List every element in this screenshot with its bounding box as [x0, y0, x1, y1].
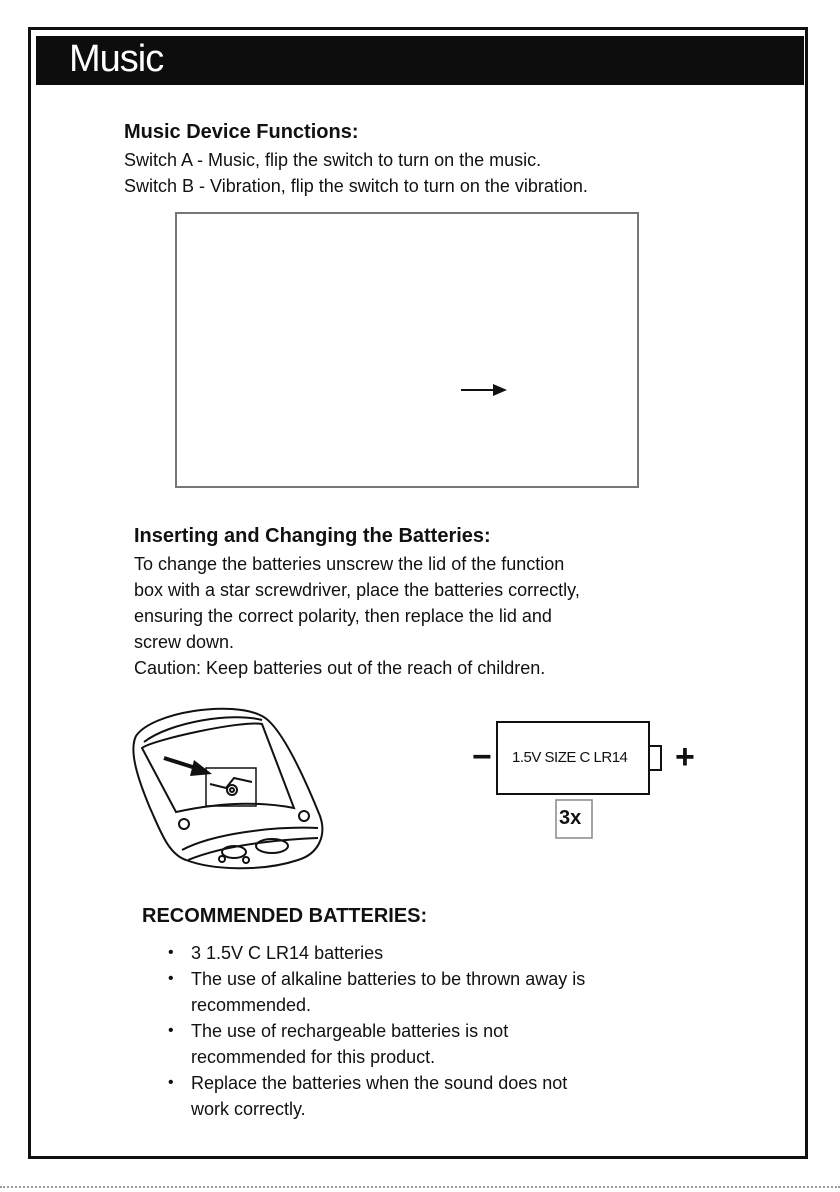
list-item-text: recommended for this product.	[191, 1047, 436, 1067]
bullet-icon: •	[168, 944, 174, 961]
batteries-line-1: To change the batteries unscrew the lid of the function	[134, 554, 565, 574]
switch-a-text: Switch A - Music, flip the switch to turn on the music.	[124, 150, 542, 170]
minus-symbol: −	[472, 738, 492, 776]
header-bar	[36, 36, 804, 85]
bullet-icon: •	[168, 1022, 174, 1039]
list-item-text: The use of alkaline batteries to be thrown away is	[191, 969, 586, 989]
recommended-list	[132, 940, 712, 1122]
recommended-heading: RECOMMENDED BATTERIES:	[142, 905, 428, 927]
batteries-line-4: screw down.	[134, 632, 235, 652]
list-item-text: work correctly.	[191, 1099, 306, 1119]
batteries-heading: Inserting and Changing the Batteries:	[134, 525, 491, 547]
bottom-dotted-line	[0, 1186, 840, 1188]
list-item-text: recommended.	[191, 995, 312, 1015]
arrow-right-icon	[461, 382, 511, 398]
list-item-text: 3 1.5V C LR14 batteries	[191, 943, 384, 963]
list-item	[132, 966, 712, 1018]
device-figure-box	[175, 212, 639, 488]
caution-text: Caution: Keep batteries out of the reach of children.	[134, 658, 546, 678]
bullet-icon: •	[168, 970, 174, 987]
plus-symbol: +	[675, 738, 695, 776]
battery-label: 1.5V SIZE C LR14	[512, 749, 628, 766]
page-title: Music	[69, 38, 164, 80]
functions-heading: Music Device Functions:	[124, 121, 359, 143]
device-illustration	[122, 704, 332, 874]
list-item	[132, 940, 712, 966]
bullet-icon: •	[168, 1074, 174, 1091]
list-item-text: Replace the batteries when the sound does not	[191, 1073, 568, 1093]
list-item	[132, 1070, 712, 1122]
switch-b-text: Switch B - Vibration, flip the switch to turn on the vibration.	[124, 176, 588, 196]
batteries-line-3: ensuring the correct polarity, then replace the lid and	[134, 606, 552, 626]
batteries-line-2: box with a star screwdriver, place the batteries correctly,	[134, 580, 580, 600]
list-item-text: The use of rechargeable batteries is not	[191, 1021, 509, 1041]
battery-quantity: 3x	[559, 807, 582, 829]
list-item	[132, 1018, 712, 1070]
battery-outline	[468, 716, 708, 846]
